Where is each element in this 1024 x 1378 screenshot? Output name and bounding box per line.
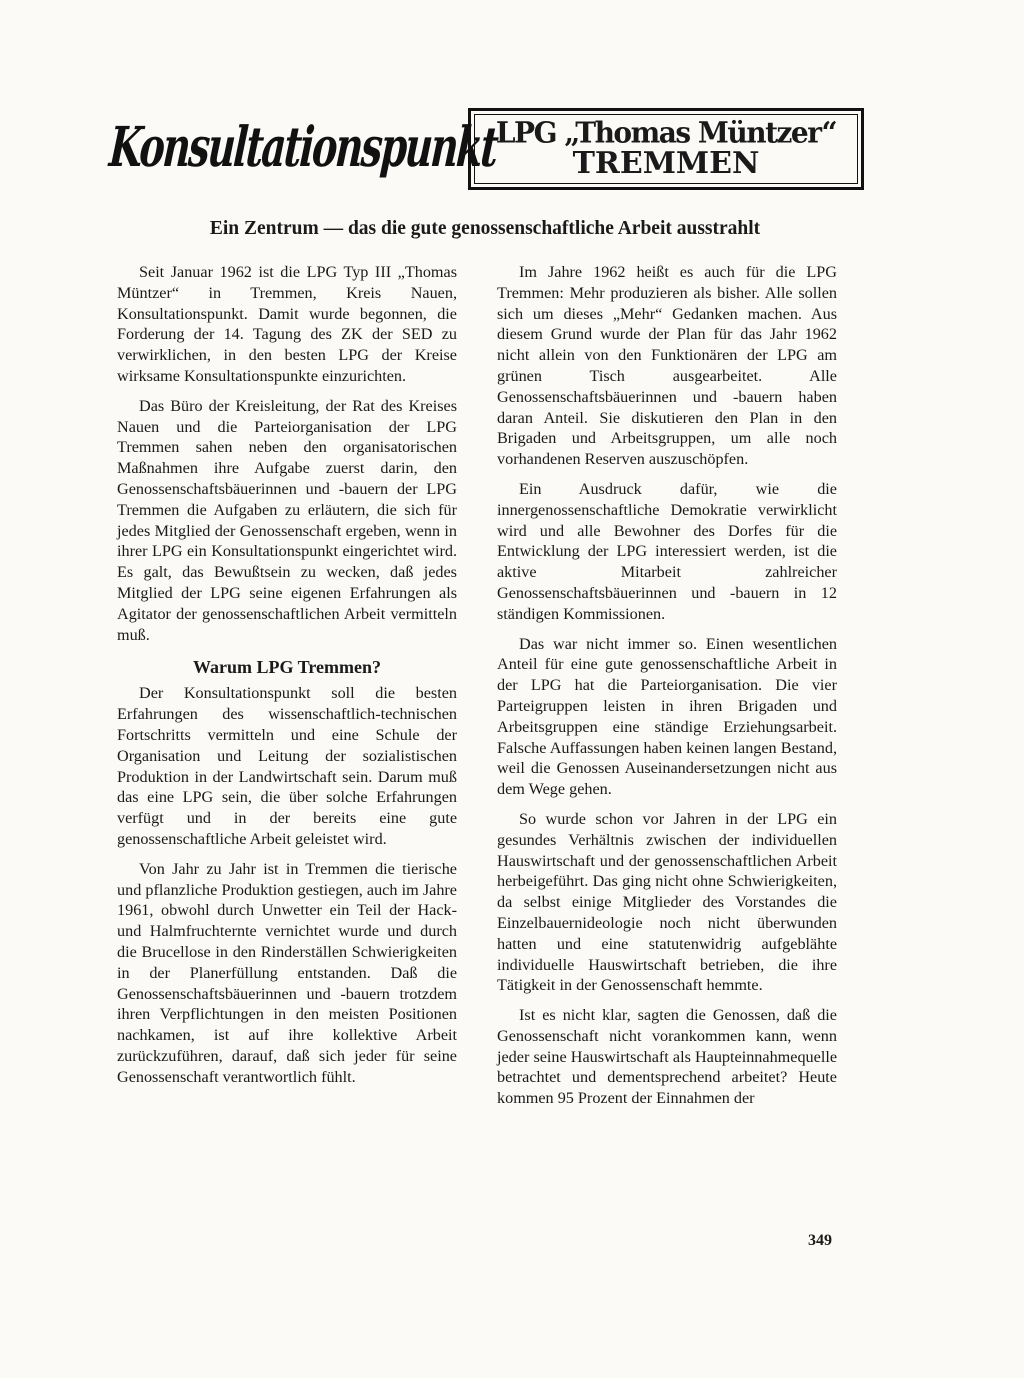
right-paragraph-2: Ein Ausdruck dafür, wie die innergenossenschaftliche Demokratie verwirklicht wird und alle Bewohner des Dorfes für die Entwicklung der LPG interessiert werden, ist die aktive Mitarbeit zahlreicher Genossenschaftsbäuerinnen und -bauern in 12 ständigen Kommissionen. [497, 479, 837, 623]
header-title-box [468, 108, 864, 190]
header-script-title: Konsultationspunkt [107, 114, 499, 180]
section-heading: Warum LPG Tremmen? [193, 657, 381, 678]
right-paragraph-1: Im Jahre 1962 heißt es auch für die LPG Tremmen: Mehr produzieren als bisher. Alle sollen sich um dieses „Mehr“ Gedanken machen. Aus diesem Grund wurde der Plan für das Jahr 1962 nicht allein von den Funktionären der LPG am grünen Tisch ausgearbeitet. Alle Genossenschaftsbäuerinnen und -bauern haben daran Anteil. Sie diskutieren den Plan in den Brigaden und Arbeitsgruppen, um alle noch vorhandenen Reserven auszuschöpfen. [497, 263, 837, 469]
left-paragraph-3: Der Konsultationspunkt soll die besten Erfahrungen des wissenschaftlich-technischen Fortschritts vermitteln und eine Schule der Organisation und Leitung der sozialistischen Produktion in der Landwirtschaft sein. Darum muß das eine LPG sein, die über solche Erfahrungen verfügt und in der bereits eine gute genossenschaftliche Arbeit geleistet wird. [117, 684, 457, 848]
header-box-line2: TREMMEN [572, 146, 760, 181]
right-paragraph-3: Das war nicht immer so. Einen wesentlichen Anteil für eine gute genossenschaftliche Arbeit in der LPG hat die Parteiorganisation. Die vier Parteigruppen leisten in ihren Brigaden und Arbeitsgruppen eine ständige Erziehungsarbeit. Falsche Auffassungen haben keinen langen Bestand, weil die Genossen Auseinandersetzungen nicht aus dem Wege gehen. [497, 634, 837, 799]
page-number: 349 [808, 1232, 832, 1249]
left-paragraph-4: Von Jahr zu Jahr ist in Tremmen die tierische und pflanzliche Produktion gestiegen, auch im Jahre 1961, obwohl durch Unwetter ein Teil der Hack- und Halmfruchternte vernichtet wurde und durch die Brucellose in den Rinderställen Schwierigkeiten in der Planerfüllung entstanden. Daß die Genossenschaftsbäuerinnen und -bauern trotzdem ihren Verpflichtungen in den meisten Positionen nachkamen, ist auf ihre kollektive Arbeit zurückzuführen, darauf, daß sich jeder für seine Genossenschaft verantwortlich fühlt. [117, 859, 457, 1086]
header-title-box-inner [474, 114, 858, 184]
header-box-line1: LPG „Thomas Müntzer“ [495, 115, 837, 150]
article-subtitle: Ein Zentrum — das die gute genossenschaftliche Arbeit ausstrahlt [209, 218, 761, 239]
left-column [117, 262, 457, 1096]
right-column [497, 262, 837, 1118]
left-paragraph-1: Seit Januar 1962 ist die LPG Typ III „Thomas Müntzer“ in Tremmen, Kreis Nauen, Konsultationspunkt. Damit wurde begonnen, die Forderung der 14. Tagung des ZK der SED zu verwirklichen, in den besten LPG der Kreise wirksame Konsultationspunkte einzurichten. [117, 263, 457, 385]
right-paragraph-4: So wurde schon vor Jahren in der LPG ein gesundes Verhältnis zwischen der individuellen Hauswirtschaft und der genossenschaftlichen Arbeit herbeigeführt. Das ging nicht ohne Schwierigkeiten, da selbst einige Mitglieder des Vorstandes die Einzelbauernideologie noch nicht überwunden hatten und eine statutenwidrig aufgeblähte individuelle Hauswirtschaft betrieben, die ihre Tätigkeit in der Genossenschaft hemmte. [497, 809, 837, 995]
page-header [107, 108, 872, 198]
right-paragraph-5: Ist es nicht klar, sagten die Genossen, daß die Genossenschaft nicht vorankommen kann, wenn jeder seine Hauswirtschaft als Haupteinnahmequelle betrachtet und dementsprechend arbeitet? Heute kommen 95 Prozent der Einnahmen der [497, 1006, 837, 1108]
left-paragraph-2: Das Büro der Kreisleitung, der Rat des Kreises Nauen und die Parteiorganisation der LPG Tremmen sahen neben den organisatorischen Maßnahmen ihre Aufgabe zuerst darin, den Genossenschaftsbäuerinnen und -bauern der LPG Tremmen die Aufgaben zu erläutern, die sich für jedes Mitglied der Genossenschaft ergeben, wenn in ihrer LPG ein Konsultationspunkt eingerichtet wird. Es galt, das Bewußtsein zu wecken, daß jedes Mitglied der LPG seine eigenen Erfahrungen als Agitator der genossenschaftlichen Arbeit vermitteln muß. [117, 396, 457, 644]
